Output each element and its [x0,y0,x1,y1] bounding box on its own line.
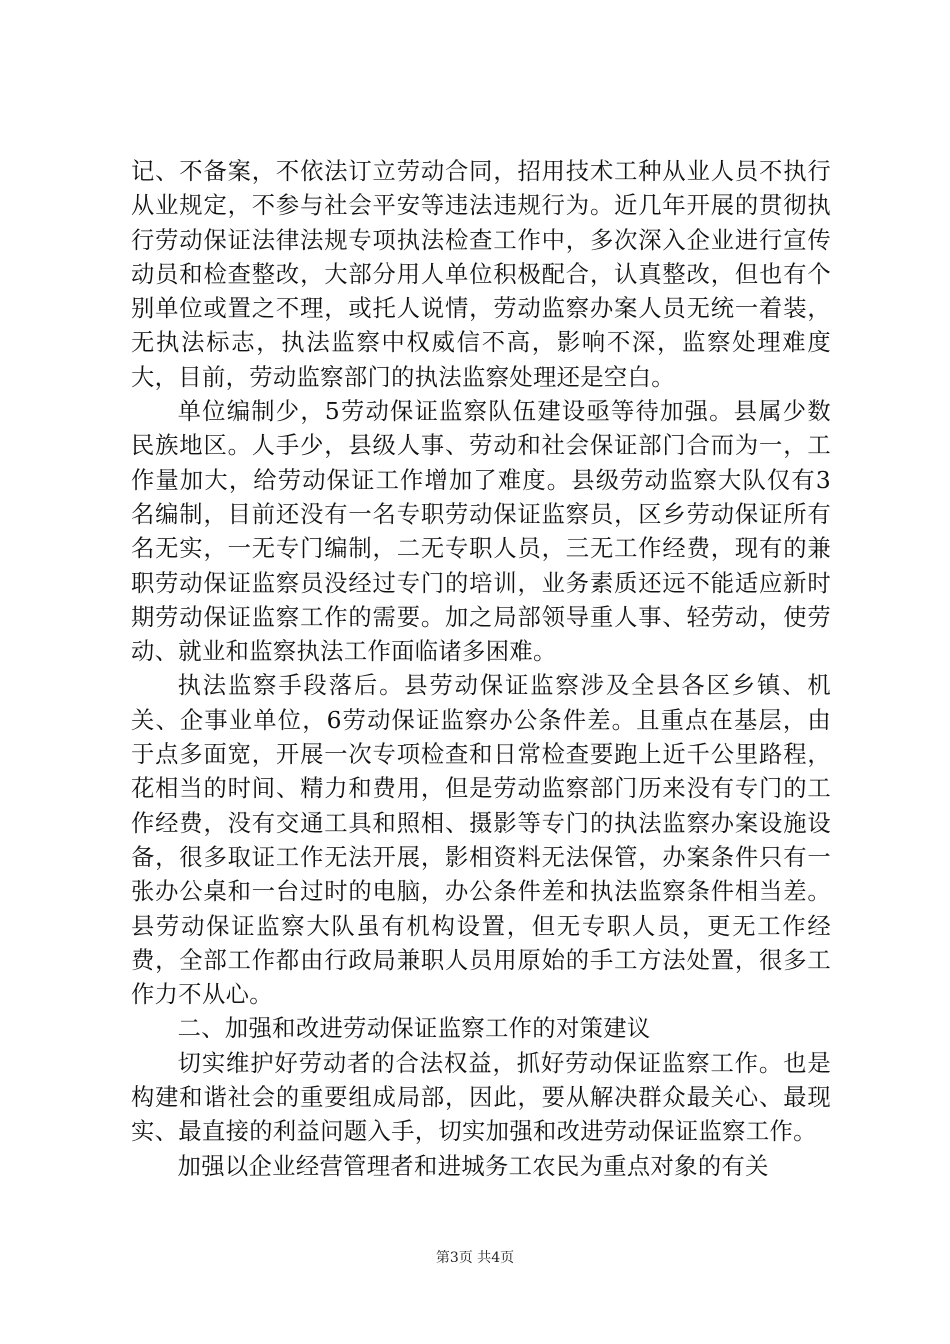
paragraph-2: 单位编制少，5劳动保证监察队伍建设亟等待加强。县属少数民族地区。人手少，县级人事、劳动和社会保证部门合而为一，工作量加大，给劳动保证工作增加了难度。县级劳动监察大队仅有3名编制，目前还没有一名专职劳动保证监察员，区乡劳动保证所有名无实，一无专门编制，二无专职人员，三无工作经费，现有的兼职劳动保证监察员没经过专门的培训，业务素质还远不能适应新时期劳动保证监察工作的需要。加之局部领导重人事、轻劳动，使劳动、就业和监察执法工作面临诸多困难。 [131,398,831,666]
section-heading: 二、加强和改进劳动保证监察工作的对策建议 [177,1015,651,1043]
paragraph-5: 加强以企业经营管理者和进城务工农民为重点对象的有关 [177,1152,769,1180]
paragraph-4: 切实维护好劳动者的合法权益，抓好劳动保证监察工作。也是构建和谐社会的重要组成局部，因此，要从解决群众最关心、最现实、最直接的利益问题入手，切实加强和改进劳动保证监察工作。 [131,1049,831,1146]
page-footer: 第3页 共4页 [435,1250,515,1266]
paragraph-1: 记、不备案，不依法订立劳动合同，招用技术工种从业人员不执行从业规定，不参与社会平安等违法违规行为。近几年开展的贯彻执行劳动保证法律法规专项执法检查工作中，多次深入企业进行宣传动员和检查整改，大部分用人单位积极配合，认真整改，但也有个别单位或置之不理，或托人说情，劳动监察办案人员无统一着装，无执法标志，执法监察中权威信不高，影响不深，监察处理难度大，目前，劳动监察部门的执法监察处理还是空白。 [131,158,831,391]
document-body [131,155,831,1184]
paragraph-3: 执法监察手段落后。县劳动保证监察涉及全县各区乡镇、机关、企事业单位，6劳动保证监察办公条件差。且重点在基层，由于点多面宽，开展一次专项检查和日常检查要跑上近千公里路程，花相当的时间、精力和费用，但是劳动监察部门历来没有专门的工作经费，没有交通工具和照相、摄影等专门的执法监察办案设施设备，很多取证工作无法开展，影相资料无法保管，办案条件只有一张办公桌和一台过时的电脑，办公条件差和执法监察条件相当差。县劳动保证监察大队虽有机构设置，但无专职人员，更无工作经费，全部工作都由行政局兼职人员用原始的手工方法处置，很多工作力不从心。 [131,672,831,1009]
